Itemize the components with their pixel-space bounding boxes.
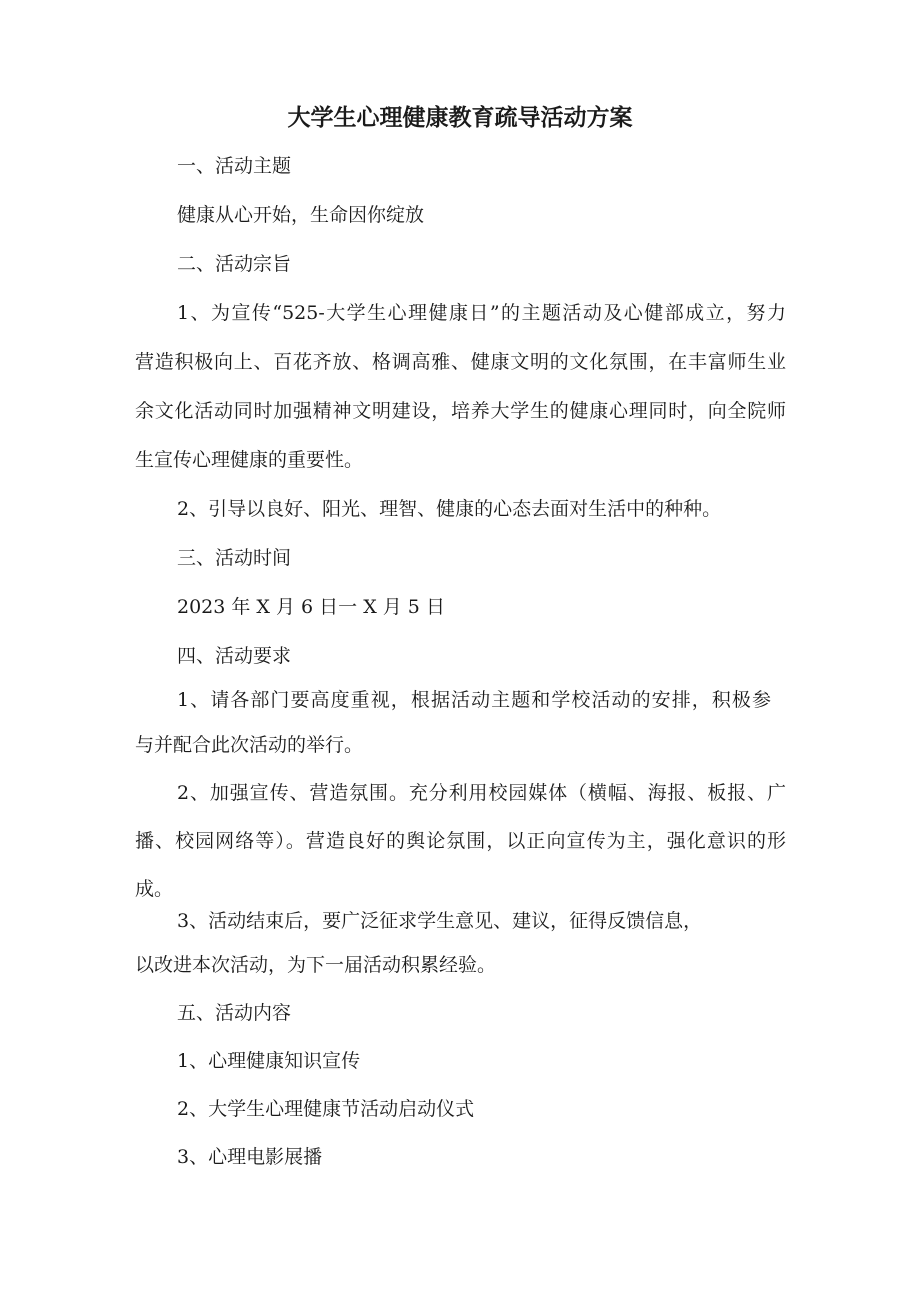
purpose-item-1-line-3: 余文化活动同时加强精神文明建设，培养大学生的健康心理同时，向全院师 <box>135 400 786 422</box>
section-heading-time: 三、活动时间 <box>177 547 292 569</box>
section-heading-theme: 一、活动主题 <box>177 155 292 177</box>
document-title: 大学生心理健康教育疏导活动方案 <box>287 104 633 131</box>
requirement-2-line-3: 成。 <box>135 878 174 900</box>
content-item-2: 2、大学生心理健康节活动启动仪式 <box>177 1098 475 1120</box>
requirement-2-line-1: 2、加强宣传、营造氛围。充分利用校园媒体（横幅、海报、板报、广 <box>177 782 786 804</box>
time-text: 2023 年 X 月 6 日一 X 月 5 日 <box>177 596 445 618</box>
section-heading-content: 五、活动内容 <box>177 1002 292 1024</box>
theme-text: 健康从心开始，生命因你绽放 <box>177 204 425 226</box>
requirement-1-line-1: 1、请各部门要高度重视，根据活动主题和学校活动的安排，积极参 <box>177 689 771 711</box>
purpose-item-1-line-4: 生宣传心理健康的重要性。 <box>135 449 364 471</box>
section-heading-requirements: 四、活动要求 <box>177 645 292 667</box>
purpose-item-2: 2、引导以良好、阳光、理智、健康的心态去面对生活中的种种。 <box>177 498 722 520</box>
purpose-item-1-line-2: 营造积极向上、百花齐放、格调高雅、健康文明的文化氛围，在丰富师生业 <box>135 351 786 373</box>
requirement-1-line-2: 与并配合此次活动的举行。 <box>135 734 364 756</box>
requirement-3-line-2: 以改进本次活动，为下一届活动积累经验。 <box>135 954 497 976</box>
content-item-3: 3、心理电影展播 <box>177 1146 323 1168</box>
purpose-item-1-line-1: 1、为宣传“525-大学生心理健康日”的主题活动及心健部成立，努力 <box>177 302 786 324</box>
section-heading-purpose: 二、活动宗旨 <box>177 253 292 275</box>
requirement-3-line-1: 3、活动结束后，要广泛征求学生意见、建议，征得反馈信息， <box>177 910 703 932</box>
content-item-1: 1、心理健康知识宣传 <box>177 1050 361 1072</box>
requirement-2-line-2: 播、校园网络等）。营造良好的舆论氛围，以正向宣传为主，强化意识的形 <box>135 830 786 852</box>
